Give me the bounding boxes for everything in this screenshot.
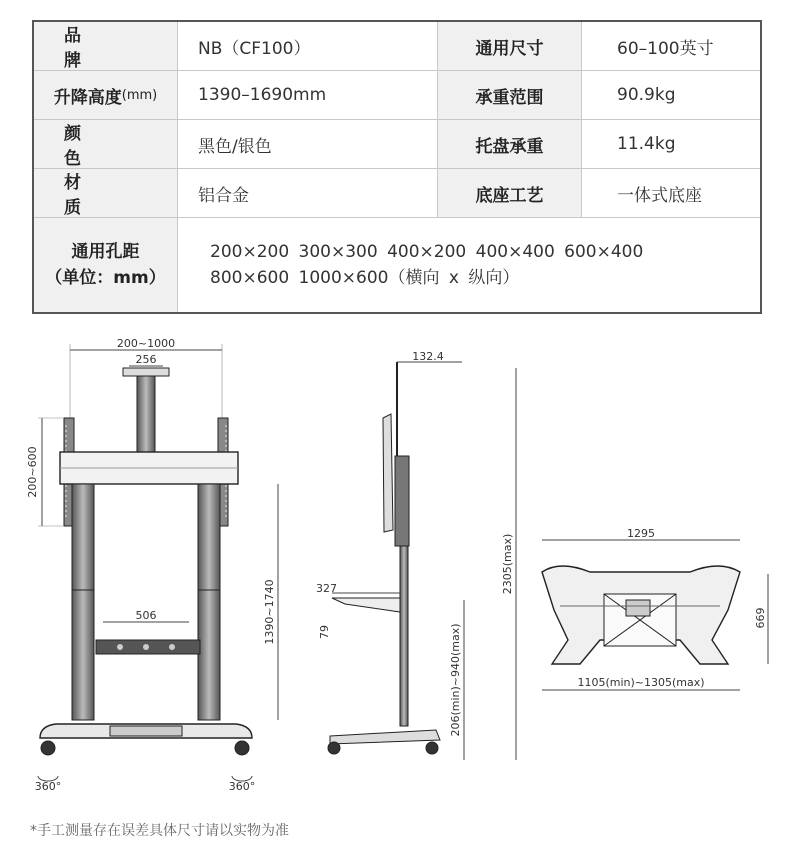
value-brand: NB（CF100） — [178, 22, 438, 70]
front-vertical-range-label: 200~600 — [26, 446, 39, 498]
rotate-right-label: 360° — [228, 780, 256, 793]
footnote: *手工测量存在误差具体尺寸请以实物为准 — [30, 823, 289, 839]
spec-table — [32, 20, 762, 314]
side-top-offset-label: 132.4 — [412, 350, 444, 363]
side-shelf-depth-label: 327 — [316, 582, 337, 595]
front-width-range-label: 200~1000 — [116, 337, 176, 350]
value-tray-load: 11.4kg — [617, 134, 676, 154]
front-height-range-label: 1390~1740 — [263, 579, 276, 645]
front-shelf-width-label: 506 — [135, 609, 157, 622]
label-vesa-line1: 通用孔距 — [71, 242, 140, 262]
vesa-line2: 800×600 1000×600（横向 x 纵向） — [210, 268, 520, 288]
value-color: 黑色/银色 — [178, 120, 438, 168]
label-load-range: 承重范围 — [438, 71, 582, 119]
label-base-craft: 底座工艺 — [438, 169, 582, 217]
front-mount-spacing-label: 256 — [135, 353, 157, 366]
spec-row-color — [34, 120, 760, 169]
base-depth-label: 669 — [754, 607, 767, 629]
base-bottom-width-label: 1105(min)~1305(max) — [577, 676, 705, 689]
label-vesa — [34, 218, 178, 312]
label-color: 颜 色 — [34, 120, 178, 168]
spec-row-vesa — [34, 218, 760, 312]
vesa-line1: 200×200 300×300 400×200 400×400 600×400 — [210, 242, 644, 262]
value-lift-height: 1390–1690mm — [178, 71, 438, 119]
label-screen-size: 通用尺寸 — [438, 22, 582, 70]
technical-drawing — [0, 320, 790, 810]
label-brand: 品 牌 — [34, 22, 178, 70]
base-view — [542, 527, 768, 690]
base-top-width-label: 1295 — [627, 527, 655, 540]
value-material: 铝合金 — [178, 169, 438, 217]
value-load-range: 90.9kg — [617, 85, 676, 105]
label-lift-height — [34, 71, 178, 119]
rotate-left-label: 360° — [34, 780, 62, 793]
value-vesa — [178, 218, 760, 312]
spec-row-brand — [34, 22, 760, 71]
spec-row-height — [34, 71, 760, 120]
side-view — [316, 350, 516, 760]
label-material: 材 质 — [34, 169, 178, 217]
spec-row-material — [34, 169, 760, 218]
side-shelf-height-label: 206(min)~940(max) — [449, 623, 462, 737]
label-tray-load: 托盘承重 — [438, 120, 582, 168]
label-vesa-line2: （单位：mm） — [45, 268, 166, 288]
label-lift-height-unit: (mm) — [121, 87, 158, 103]
value-base-craft: 一体式底座 — [617, 185, 702, 206]
side-shelf-thickness-label: 79 — [318, 625, 331, 639]
value-screen-size: 60–100英寸 — [617, 38, 714, 59]
label-lift-height-text: 升降高度 — [53, 87, 122, 108]
side-total-height-label: 2305(max) — [501, 533, 514, 595]
front-view — [26, 337, 278, 793]
